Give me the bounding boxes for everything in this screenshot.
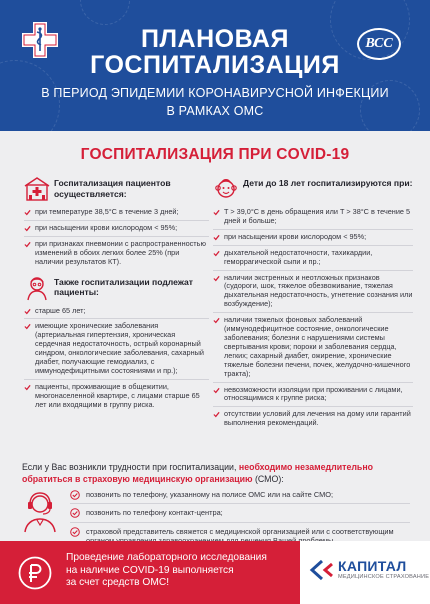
section-title: ГОСПИТАЛИЗАЦИЯ ПРИ COVID-19 <box>80 146 350 163</box>
check-circle-icon <box>70 490 80 500</box>
support-intro: Если у Вас возникли трудности при госпитализации, необходимо незамедлительно обратиться в страховую медицинскую организацию (СМО): <box>22 462 374 484</box>
kapital-logo-icon <box>308 559 334 581</box>
check-icon <box>213 209 220 216</box>
list-item: при насыщении крови кислородом < 95%; <box>213 233 413 246</box>
company-name: КАПИТАЛ <box>338 558 407 574</box>
children-heading: Дети до 18 лет госпитализируются при: <box>213 176 413 202</box>
check-icon <box>213 250 220 257</box>
check-circle-icon <box>70 527 80 537</box>
list-item: при признаках пневмонии с распространенностью изменений в обоих легких более 25% (при наличии результатов КТ). <box>24 240 209 270</box>
list-item: дыхательной недостаточности, тахикардии, геморрагической сыпи и пр.; <box>213 249 413 271</box>
elderly-person-icon <box>24 275 50 301</box>
list-item: при температуре 38,5°С в течение 3 дней; <box>24 208 209 221</box>
check-circle-icon <box>70 508 80 518</box>
footer-message: Проведение лабораторного исследования на наличие COVID-19 выполняется за счет средств ОМС! <box>66 552 267 588</box>
also-list <box>24 307 209 413</box>
list-item: T > 39,0°С в день обращения или T > 38°С в течение 5 дней и больше; <box>213 208 413 230</box>
footer <box>0 541 430 604</box>
check-icon <box>24 323 31 330</box>
check-icon <box>213 275 220 282</box>
adults-heading: Госпитализация пациентов осуществляется: <box>24 176 209 202</box>
check-icon <box>213 411 220 418</box>
list-item: старше 65 лет; <box>24 307 209 320</box>
list-item: позвонить по телефону контакт-центра; <box>70 508 410 522</box>
list-item: при насыщении крови кислородом < 95%; <box>24 224 209 237</box>
vss-logo: ВСС <box>357 28 401 60</box>
page-title: ПЛАНОВАЯ <box>141 25 289 53</box>
hospital-icon <box>24 176 50 202</box>
virus-decoration <box>80 0 130 25</box>
company-logo-area <box>300 541 430 604</box>
ruble-icon <box>18 556 52 590</box>
header-banner <box>0 0 430 131</box>
list-item: страховой представитель свяжется с медицинской организацией или с соответствующим <box>70 527 410 550</box>
list-item: отсутствии условий для лечения на дому или гарантий выполнения рекомендаций. <box>213 410 413 431</box>
check-icon <box>213 317 220 324</box>
list-item: имеющие хронические заболевания (артериальная гипертензия, хроническая сердечная недостаточность, острый коронарный синдром, онкологические заболевания, сахарный диабет, получающие гемодиализ, с иммунодефицитными состояниями и пр.); <box>24 322 209 379</box>
company-subtitle: МЕДИЦИНСКОЕ СТРАХОВАНИЕ <box>338 574 430 580</box>
list-item: позвонить по телефону, указанному на полисе ОМС или на сайте СМО; <box>70 490 410 504</box>
footer-banner <box>0 541 300 604</box>
list-item: наличии экстренных и неотложных признаков (судороги, шок, тяжелое обезвоживание, тяжелая дыхательная недостаточность, угнетение сознания или возбуждение); <box>213 274 413 314</box>
page-title-line2: ГОСПИТАЛИЗАЦИЯ <box>90 51 340 79</box>
list-item: наличии тяжелых фоновых заболеваний (иммунодефицитное состояние, онкологические заболевания; болезни с нарушениями системы свертывания крови; пороки и заболевания сердца, легких; сахарный диабет, ожирение, хронические тяжелые болезни печени, почек, желудочно-кишечного тракта); <box>213 316 413 382</box>
children-column <box>213 176 413 434</box>
children-list <box>213 208 413 431</box>
support-agent-icon <box>20 490 60 534</box>
also-heading: Также госпитализации подлежат пациенты: <box>24 275 209 301</box>
list-item: невозможности изоляции при проживании с лицами, относящимися к группе риска; <box>213 386 413 408</box>
adults-list <box>24 208 209 270</box>
check-icon <box>24 308 31 315</box>
check-icon <box>24 241 31 248</box>
check-icon <box>24 225 31 232</box>
check-icon <box>213 234 220 241</box>
adults-column <box>24 176 209 416</box>
page-subtitle: В ПЕРИОД ЭПИДЕМИИ КОРОНАВИРУСНОЙ ИНФЕКЦИИ <box>41 86 389 100</box>
list-item: пациенты, проживающие в общежитии, многонаселенной квартире, с лицами старше 65 лет или входящими в группу риска. <box>24 383 209 413</box>
page-subtitle-line2: В РАМКАХ ОМС <box>166 104 264 118</box>
child-icon <box>213 176 239 202</box>
check-icon <box>213 387 220 394</box>
check-icon <box>24 209 31 216</box>
check-icon <box>24 384 31 391</box>
